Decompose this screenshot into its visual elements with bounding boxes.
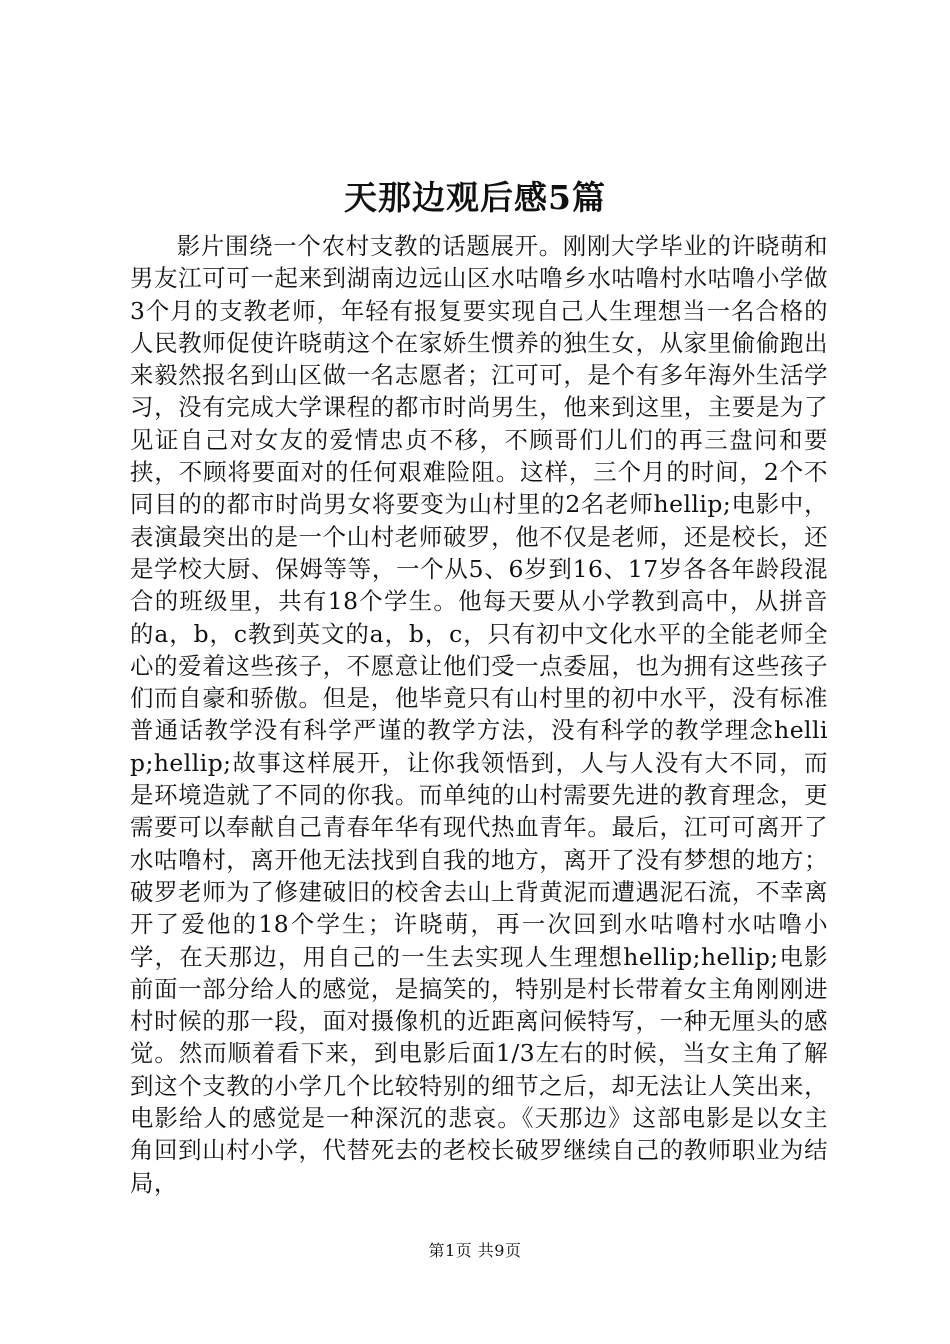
- document-title: 天那边观后感5篇: [344, 178, 606, 217]
- page-footer: 第1页 共9页: [428, 1241, 522, 1260]
- body-paragraph: 影片围绕一个农村支教的话题展开。刚刚大学毕业的许晓萌和男友江可可一起来到湖南边远山区水咕噜乡水咕噜村水咕噜小学做3个月的支教老师，年轻有报复要实现自己人生理想当一名合格的人民教师促使许晓萌这个在家娇生惯养的独生女，从家里偷偷跑出来毅然报名到山区做一名志愿者；江可可，是个有多年海外生活学习，没有完成大学课程的都市时尚男生，他来到这里，主要是为了见证自己对女友的爱情忠贞不移，不顾哥们儿们的再三盘问和要挟，不顾将要面对的任何艰难险阻。这样，三个月的时间，2个不同目的的都市时尚男女将要变为山村里的2名老师hellip;电影中，表演最突出的是一个山村老师破罗，他不仅是老师，还是校长，还是学校大厨、保姆等等，一个从5、6岁到16、17岁各各年龄段混合的班级里，共有18个学生。他每天要从小学教到高中，从拼音的a，b，c教到英文的a，b，c，只有初中文化水平的全能老师全心的爱着这些孩子，不愿意让他们受一点委屈，也为拥有这些孩子们而自豪和骄傲。但是，他毕竟只有山村里的初中水平，没有标准普通话教学没有科学严谨的教学方法，没有科学的教学理念hellip;hellip;故事这样展开，让你我领悟到，人与人没有大不同，而是环境造就了不同的你我。而单纯的山村需要先进的教育理念，更需要可以奉献自己青春年华有现代热血青年。最后，江可可离开了水咕噜村，离开他无法找到自我的地方，离开了没有梦想的地方；破罗老师为了修建破旧的校舍去山上背黄泥而遭遇泥石流，不幸离开了爱他的18个学生；许晓萌，再一次回到水咕噜村水咕噜小学，在天那边，用自己的一生去实现人生理想hellip;hellip;电影前面一部分给人的感觉，是搞笑的，特别是村长带着女主角刚刚进村时候的那一段，面对摄像机的近距离问候特写，一种无厘头的感觉。然而顺着看下来，到电影后面1/3左右的时候，当女主角了解到这个支教的小学几个比较特别的细节之后，却无法让人笑出来，电影给人的感觉是一种深沉的悲哀。《天那边》这部电影是以女主角回到山村小学，代替死去的老校长破罗继续自己的教师职业为结局，: [130, 232, 828, 1197]
